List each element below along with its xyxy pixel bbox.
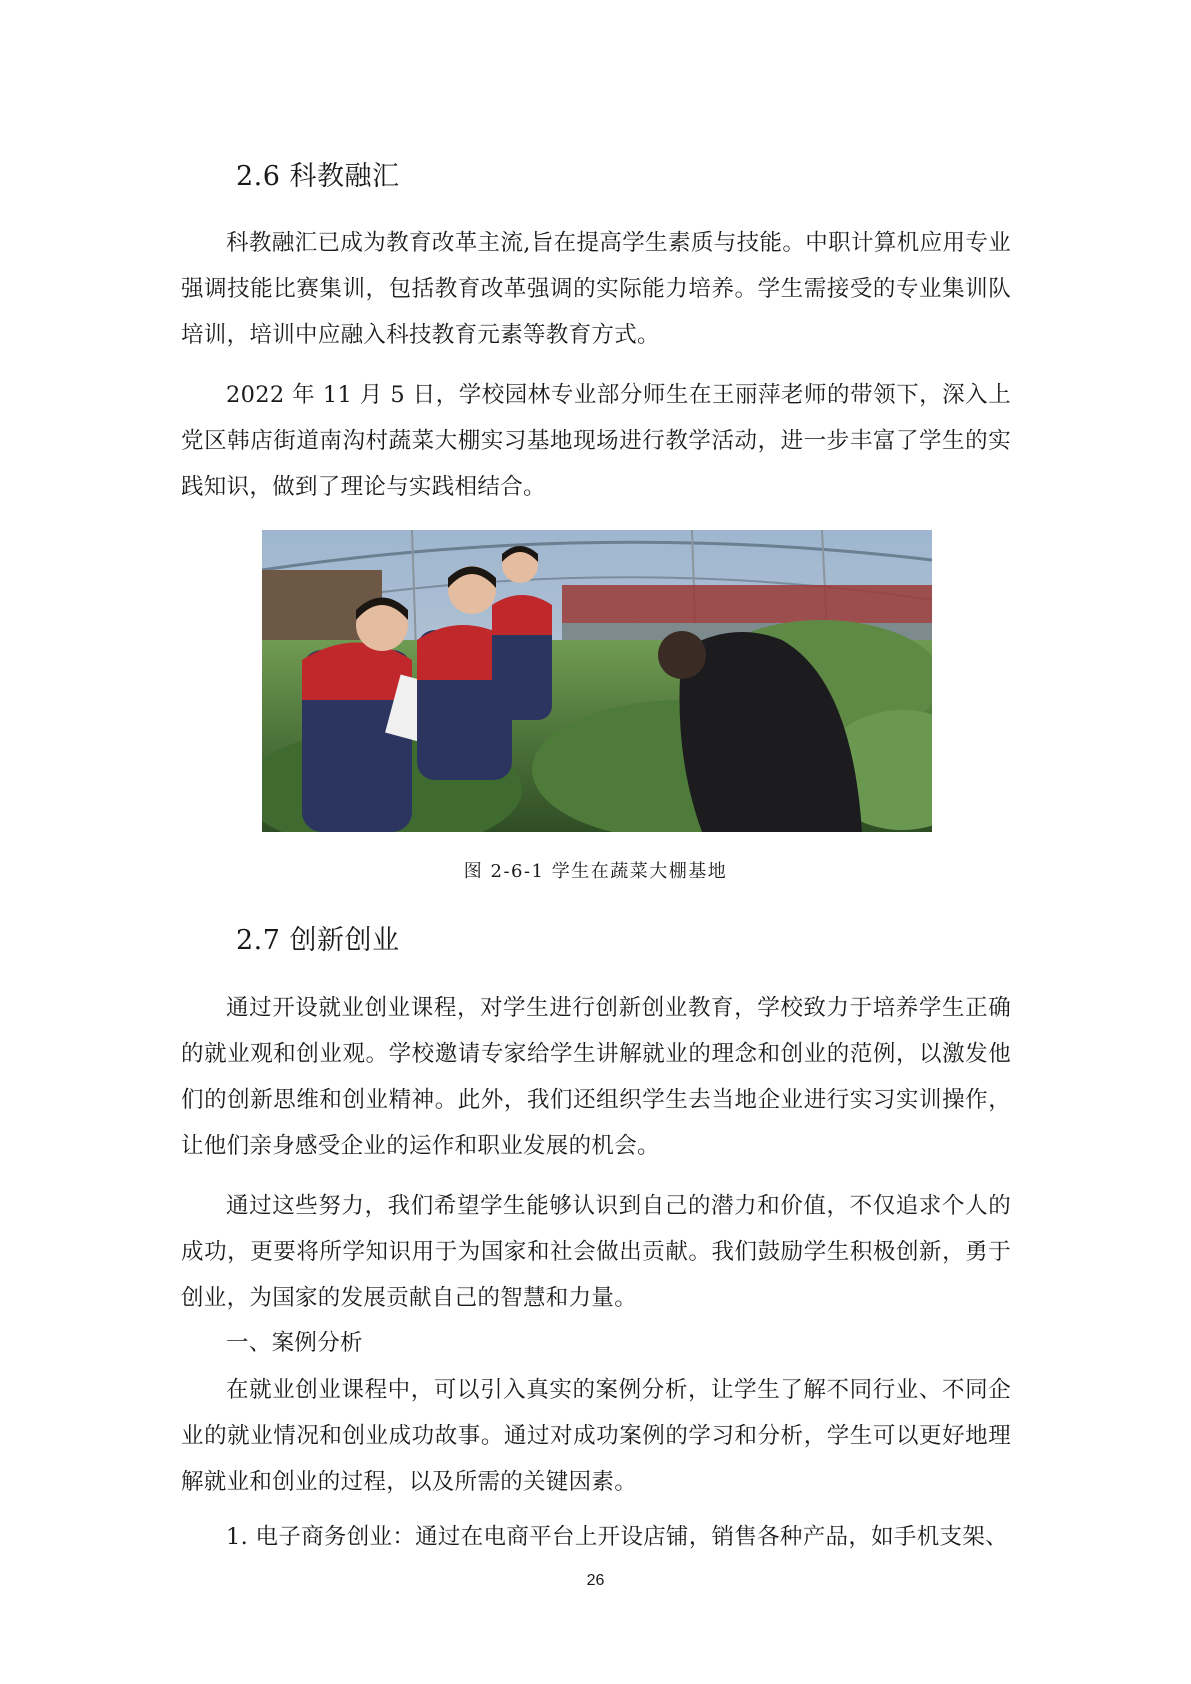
section-heading-2-6: 2.6 科教融汇 (236, 161, 400, 192)
greenhouse-photo (262, 530, 932, 832)
paragraph-case-analysis: 在就业创业课程中，可以引入真实的案例分析，让学生了解不同行业、不同企业的就业情况和创业成功故事。通过对成功案例的学习和分析，学生可以更好地理解就业和创业的过程，以及所需的关键因素。 (181, 1377, 1011, 1495)
page-number: 26 (586, 1572, 605, 1589)
paragraph-student-goals: 通过这些努力，我们希望学生能够认识到自己的潜力和价值，不仅追求个人的成功，更要将所学知识用于为国家和社会做出贡献。我们鼓励学生积极创新，勇于创业，为国家的发展贡献自己的智慧和力量。 (181, 1193, 1011, 1311)
paragraph-greenhouse-visit: 2022 年 11 月 5 日，学校园林专业部分师生在王丽萍老师的带领下，深入上党区韩店街道南沟村蔬菜大棚实习基地现场进行教学活动，进一步丰富了学生的实践知识，做到了理论与实践相结合。 (181, 382, 1011, 500)
paragraph-entrepreneurship-courses: 通过开设就业创业课程，对学生进行创新创业教育，学校致力于培养学生正确的就业观和创业观。学校邀请专家给学生讲解就业的理念和创业的范例，以激发他们的创新思维和创业精神。此外，我们还组织学生去当地企业进行实习实训操作，让他们亲身感受企业的运作和职业发展的机会。 (181, 995, 1011, 1159)
subheading-case-analysis: 一、案例分析 (226, 1330, 363, 1356)
list-item-ecommerce: 1. 电子商务创业：通过在电商平台上开设店铺，销售各种产品，如手机支架、 (226, 1524, 1008, 1550)
figure-caption: 图 2-6-1 学生在蔬菜大棚基地 (463, 861, 728, 882)
section-heading-2-7: 2.7 创新创业 (236, 925, 400, 956)
paragraph-science-education: 科教融汇已成为教育改革主流,旨在提高学生素质与技能。中职计算机应用专业强调技能比赛集训，包括教育改革强调的实际能力培养。学生需接受的专业集训队培训，培训中应融入科技教育元素等教育方式。 (181, 230, 1011, 348)
